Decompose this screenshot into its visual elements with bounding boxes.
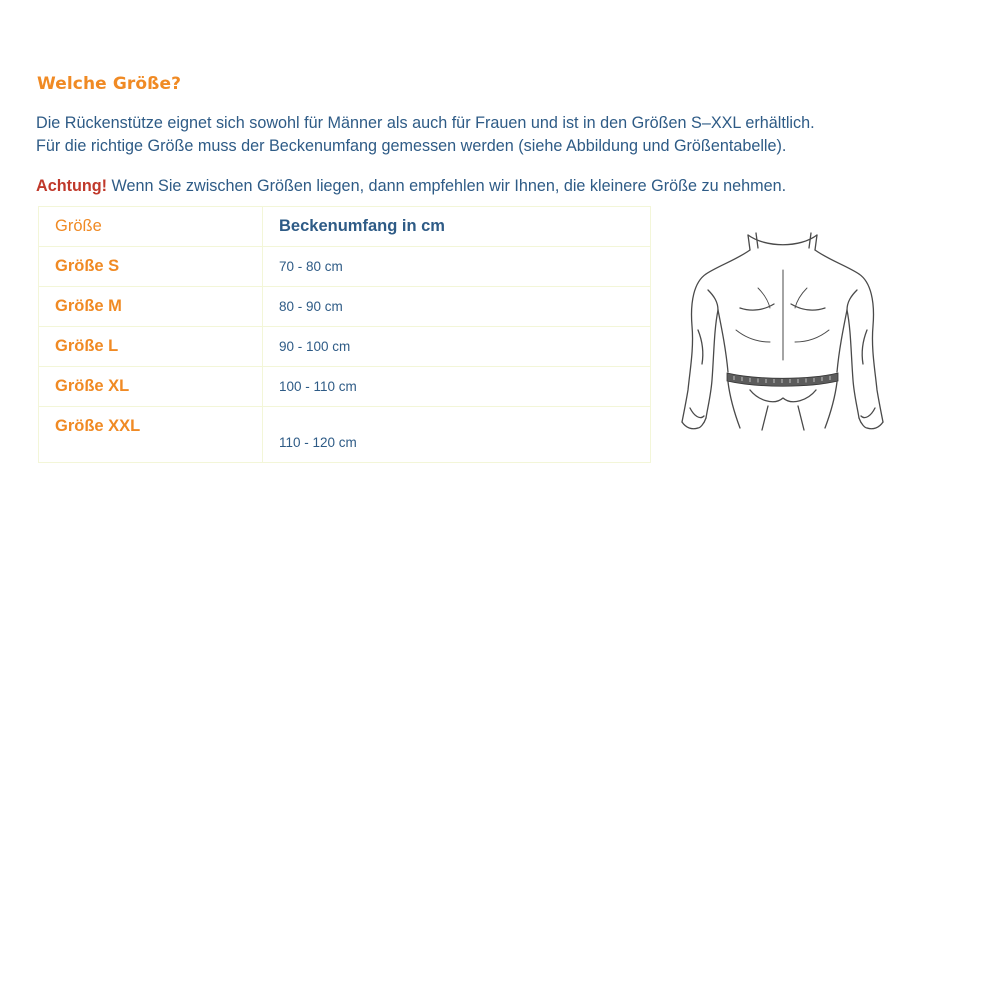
warning-text [36,175,786,198]
circumference-cell: 110 - 120 cm [263,407,651,463]
circumference-cell: 90 - 100 cm [263,327,651,367]
size-cell: Größe XL [39,367,263,407]
size-cell: Größe M [39,287,263,327]
page-title: Welche Größe? [37,74,182,94]
circumference-cell: 100 - 110 cm [263,367,651,407]
table-row [39,247,651,287]
table-row [39,287,651,327]
size-cell: Größe S [39,247,263,287]
column-header-size: Größe [39,207,263,247]
table-row [39,327,651,367]
warning-message: Wenn Sie zwischen Größen liegen, dann empfehlen wir Ihnen, die kleinere Größe zu nehmen. [107,177,787,195]
circumference-cell: 80 - 90 cm [263,287,651,327]
intro-text [36,112,986,158]
column-header-circumference: Beckenumfang in cm [263,207,651,247]
intro-line-2: Für die richtige Größe muss der Beckenumfang gemessen werden (siehe Abbildung und Größentabelle). [36,137,787,155]
measuring-tape-icon [727,373,838,386]
table-row [39,407,651,463]
intro-line-1: Die Rückenstütze eignet sich sowohl für Männer als auch für Frauen und ist in den Größen S–XXL erhältlich. [36,114,815,132]
size-cell: Größe L [39,327,263,367]
measuring-tape-back-illustration [678,230,888,435]
circumference-cell: 70 - 80 cm [263,247,651,287]
warning-label: Achtung! [36,177,108,195]
size-table [38,206,651,463]
table-header-row [39,207,651,247]
size-cell: Größe XXL [39,407,263,463]
table-row [39,367,651,407]
